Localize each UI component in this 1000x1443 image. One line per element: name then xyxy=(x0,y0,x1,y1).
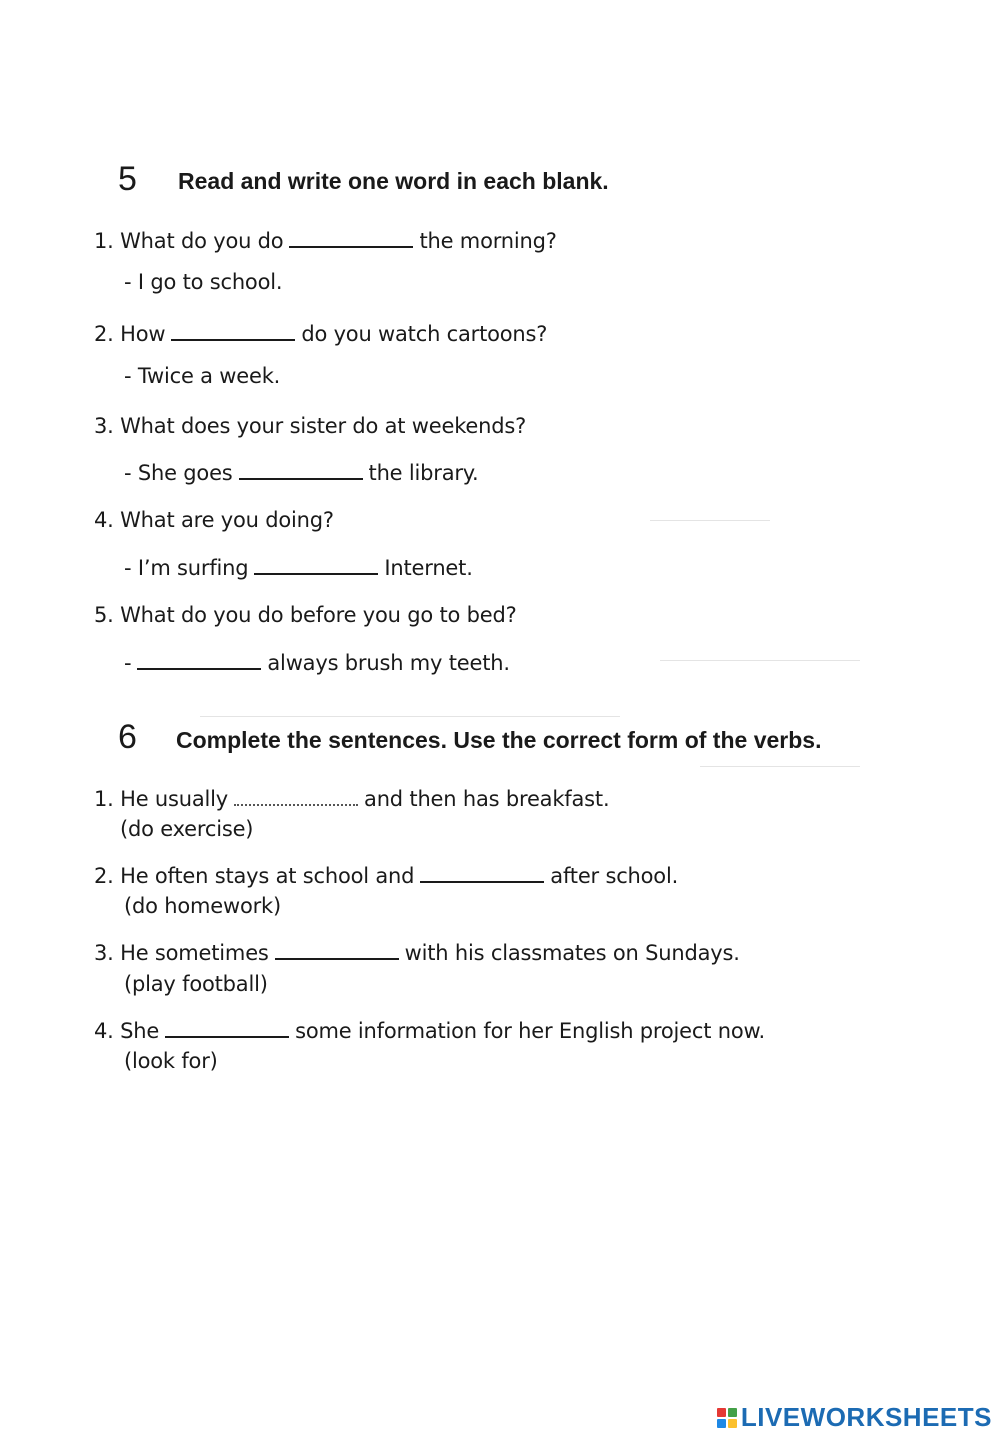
s6-s1-before: 1. He usually xyxy=(94,787,229,811)
s5-answer-3 xyxy=(124,458,479,485)
s6-hint-1: (do exercise) xyxy=(120,817,254,841)
section-5-title: Read and write one word in each blank. xyxy=(178,168,609,194)
s6-s4-blank[interactable] xyxy=(165,1016,289,1038)
s6-hint-4: (look for) xyxy=(124,1049,218,1073)
s6-sentence-1 xyxy=(94,784,609,811)
s5-a3-blank[interactable] xyxy=(239,458,363,480)
s6-s2-blank[interactable] xyxy=(420,861,544,883)
logo-mark-icon xyxy=(717,1408,737,1428)
s6-s4-before: 4. She xyxy=(94,1019,160,1043)
s5-answer-4 xyxy=(124,553,473,580)
section-6-title: Complete the sentences. Use the correct form of the verbs. xyxy=(176,727,822,753)
s5-question-5: 5. What do you do before you go to bed? xyxy=(94,603,517,627)
logo-square-green xyxy=(728,1408,737,1417)
s5-answer-1: - I go to school. xyxy=(124,270,283,294)
s5-q1-before: 1. What do you do xyxy=(94,229,284,253)
logo-text: LIVEWORKSHEETS xyxy=(740,1402,992,1432)
s6-hint-3: (play football) xyxy=(124,972,268,996)
s6-sentence-2 xyxy=(94,861,678,888)
s5-question-3: 3. What does your sister do at weekends? xyxy=(94,414,527,438)
logo-square-blue xyxy=(717,1419,726,1428)
s5-answer-2: - Twice a week. xyxy=(124,364,281,388)
s5-a4-after: Internet. xyxy=(384,556,473,580)
s6-s3-blank[interactable] xyxy=(275,938,399,960)
s6-s2-after: after school. xyxy=(550,864,679,888)
s6-s4-after: some information for her English project now. xyxy=(295,1019,766,1043)
s6-s3-after: with his classmates on Sundays. xyxy=(404,941,740,965)
s5-q2-blank[interactable] xyxy=(171,319,295,341)
s6-hint-2: (do homework) xyxy=(124,894,281,918)
s6-s1-after: and then has breakfast. xyxy=(364,787,610,811)
logo-square-red xyxy=(717,1408,726,1417)
s5-question-4: 4. What are you doing? xyxy=(94,508,334,532)
s5-question-2 xyxy=(94,319,547,346)
s6-s3-before: 3. He sometimes xyxy=(94,941,269,965)
s6-sentence-3 xyxy=(94,938,740,965)
s5-a4-before: - I’m surfing xyxy=(124,556,249,580)
s6-s1-blank[interactable] xyxy=(234,784,358,806)
s5-a5-after: always brush my teeth. xyxy=(267,651,510,675)
s6-s2-before: 2. He often stays at school and xyxy=(94,864,415,888)
s5-question-1 xyxy=(94,226,557,253)
s6-sentence-4 xyxy=(94,1016,765,1043)
s5-q2-after: do you watch cartoons? xyxy=(301,322,548,346)
liveworksheets-logo[interactable] xyxy=(717,1402,992,1433)
s5-a3-after: the library. xyxy=(368,461,479,485)
s5-a4-blank[interactable] xyxy=(254,553,378,575)
s5-a5-blank[interactable] xyxy=(137,648,261,670)
s5-q1-after: the morning? xyxy=(419,229,557,253)
logo-square-yellow xyxy=(728,1419,737,1428)
section-5-number: 5 xyxy=(118,160,137,198)
section-6-number: 6 xyxy=(118,718,137,756)
s5-answer-5 xyxy=(124,648,510,675)
s5-q2-before: 2. How xyxy=(94,322,166,346)
s5-a5-before: - xyxy=(124,651,132,675)
s5-a3-before: - She goes xyxy=(124,461,233,485)
s5-q1-blank[interactable] xyxy=(289,226,413,248)
